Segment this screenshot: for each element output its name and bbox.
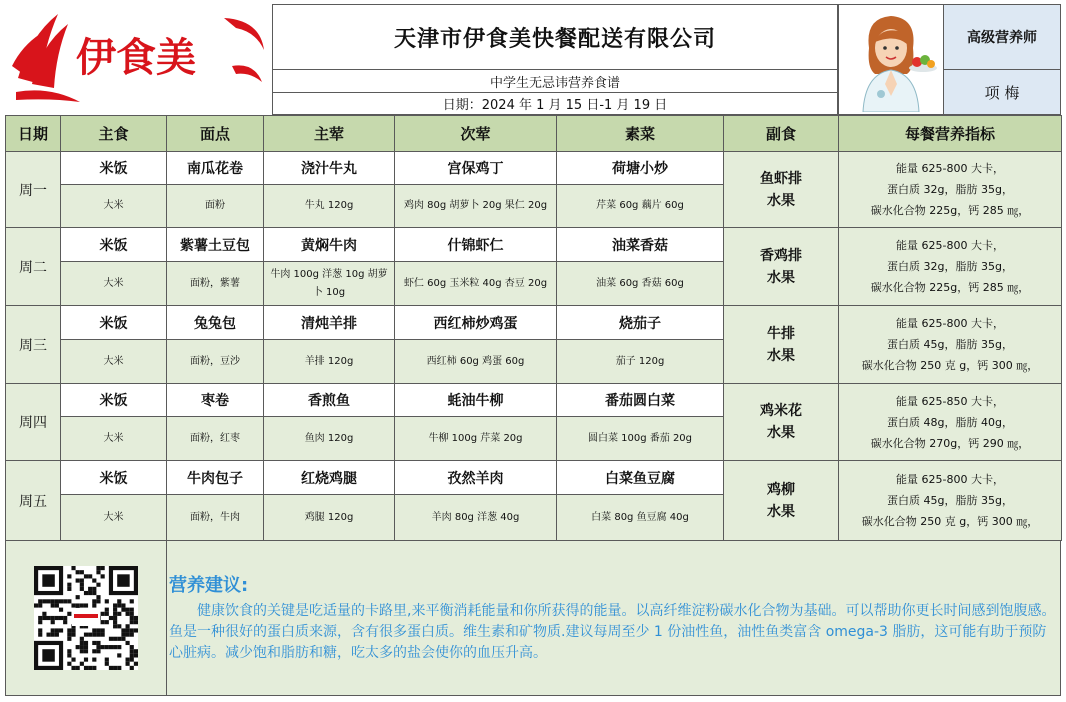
dish-ingredients: 面粉，紫薯 xyxy=(166,261,264,306)
company-title xyxy=(272,4,838,70)
column-header: 日期 xyxy=(5,115,61,152)
column-header: 面点 xyxy=(166,115,264,152)
day-label: 周五 xyxy=(5,460,61,541)
dish-name: 兔兔包 xyxy=(166,305,264,340)
nutrition-line: 蛋白质 45g，脂肪 35g， xyxy=(887,338,1013,351)
dish-name: 浇汁牛丸 xyxy=(263,151,395,185)
nutrition-line: 蛋白质 48g，脂肪 40g， xyxy=(887,415,1013,429)
dish-ingredients: 西红柿 60g 鸡蛋 60g xyxy=(394,339,557,384)
dish-ingredients: 羊排 120g xyxy=(263,339,395,384)
day-label: 周二 xyxy=(5,227,61,306)
side-dish-line: 水果 xyxy=(767,192,795,209)
day-label: 周四 xyxy=(5,383,61,461)
dish-ingredients: 大米 xyxy=(60,494,167,541)
advice-title: 营养建议: xyxy=(169,575,249,596)
logo-text: 伊食美 xyxy=(76,34,196,81)
dish-name: 荷塘小炒 xyxy=(556,151,724,185)
side-dish xyxy=(723,227,839,306)
dish-name: 西红柿炒鸡蛋 xyxy=(394,305,557,340)
side-dish-line: 牛排 xyxy=(767,325,795,342)
column-header: 素菜 xyxy=(556,115,724,152)
side-dish-line: 水果 xyxy=(767,347,795,364)
nutrition-info xyxy=(838,151,1062,228)
advice-text: 健康饮食的关键是吃适量的卡路里,来平衡消耗能量和你所获得的能量。以高纤维淀粉碳水化合物为基础。可以帮助你更长时间感到饱腹感。鱼是一种很好的蛋白质来源，含有很多蛋白质。维生素和矿物质.建议每周至少 1 份油性鱼，油性鱼类富含 omega-3 脂肪，这可能有助于预防心脏病。减少饱和脂肪和糖，吃太多的盐会使你的血压升高。 xyxy=(169,603,1056,661)
nutrition-info xyxy=(838,460,1062,541)
column-header: 每餐营养指标 xyxy=(838,115,1062,152)
dish-ingredients: 虾仁 60g 玉米粒 40g 杏豆 20g xyxy=(394,261,557,306)
dish-ingredients: 面粉，豆沙 xyxy=(166,339,264,384)
nutrition-info xyxy=(838,227,1062,306)
dish-ingredients: 面粉，红枣 xyxy=(166,416,264,461)
nutrition-info xyxy=(838,305,1062,384)
nutrition-line: 能量 625-850 大卡， xyxy=(896,394,1004,408)
side-dish-line: 鸡柳 xyxy=(767,481,795,498)
dish-name: 米饭 xyxy=(60,305,167,340)
dish-name: 白菜鱼豆腐 xyxy=(556,460,724,495)
dish-ingredients: 牛丸 120g xyxy=(263,184,395,228)
side-dish-line: 水果 xyxy=(767,425,795,441)
menu-date: 日期：2024 年 1 月 15 日-1 月 19 日 xyxy=(272,92,838,115)
dish-ingredients: 芹菜 60g 藕片 60g xyxy=(556,184,724,228)
side-dish-line: 鸡米花 xyxy=(760,403,802,419)
dish-ingredients: 牛柳 100g 芹菜 20g xyxy=(394,416,557,461)
dish-ingredients: 大米 xyxy=(60,261,167,306)
menu-subtitle: 中学生无忌讳营养食谱 xyxy=(272,69,838,93)
side-dish-line: 水果 xyxy=(767,503,795,520)
nutrition-line: 蛋白质 32g，脂肪 35g， xyxy=(887,183,1013,196)
dish-name: 米饭 xyxy=(60,383,167,417)
day-label: 周三 xyxy=(5,305,61,384)
column-header: 主食 xyxy=(60,115,167,152)
dish-name: 枣卷 xyxy=(166,383,264,417)
dish-name: 蚝油牛柳 xyxy=(394,383,557,417)
nutrition-line: 碳水化合物 250 克 g，钙 300 ㎎， xyxy=(861,515,1039,528)
qr-code-icon xyxy=(29,566,143,670)
nutrition-line: 碳水化合物 225g，钙 285 ㎎， xyxy=(870,204,1030,217)
dish-name: 清炖羊排 xyxy=(263,305,395,340)
dish-ingredients: 白菜 80g 鱼豆腐 40g xyxy=(556,494,724,541)
dish-name: 南瓜花卷 xyxy=(166,151,264,185)
dish-ingredients: 鱼肉 120g xyxy=(263,416,395,461)
side-dish xyxy=(723,305,839,384)
dish-name: 红烧鸡腿 xyxy=(263,460,395,495)
dish-name: 油菜香菇 xyxy=(556,227,724,262)
dish-ingredients: 鸡腿 120g xyxy=(263,494,395,541)
dish-name: 烧茄子 xyxy=(556,305,724,340)
dish-name: 宫保鸡丁 xyxy=(394,151,557,185)
dish-name: 孜然羊肉 xyxy=(394,460,557,495)
dish-name: 米饭 xyxy=(60,151,167,185)
dish-ingredients: 鸡肉 80g 胡萝卜 20g 果仁 20g xyxy=(394,184,557,228)
nutrition-line: 能量 625-800 大卡， xyxy=(896,239,1004,252)
company-name: 天津市伊食美快餐配送有限公司 xyxy=(393,26,716,52)
nutritionist-name: 项 梅 xyxy=(943,69,1061,115)
nutrition-line: 碳水化合物 225g，钙 285 ㎎， xyxy=(870,281,1030,294)
nutrition-info xyxy=(838,383,1062,461)
dish-ingredients: 羊肉 80g 洋葱 40g xyxy=(394,494,557,541)
dish-name: 紫薯土豆包 xyxy=(166,227,264,262)
nutrition-line: 蛋白质 32g，脂肪 35g， xyxy=(887,260,1013,273)
dish-ingredients: 茄子 120g xyxy=(556,339,724,384)
nutritionist-role: 高级营养师 xyxy=(943,4,1061,70)
nutrition-line: 能量 625-800 大卡， xyxy=(896,473,1004,486)
column-header: 主荤 xyxy=(263,115,395,152)
nutrition-line: 能量 625-800 大卡， xyxy=(896,162,1004,175)
nutrition-line: 碳水化合物 270g，钙 290 ㎎， xyxy=(870,436,1030,450)
nutritionist-avatar-icon xyxy=(841,8,941,112)
column-header: 副食 xyxy=(723,115,839,152)
nutrition-line: 能量 625-800 大卡， xyxy=(896,317,1004,330)
dish-ingredients: 大米 xyxy=(60,184,167,228)
dish-ingredients: 油菜 60g 香菇 60g xyxy=(556,261,724,306)
dish-name: 黄焖牛肉 xyxy=(263,227,395,262)
side-dish-line: 香鸡排 xyxy=(760,247,802,264)
side-dish xyxy=(723,460,839,541)
side-dish-line: 水果 xyxy=(767,269,795,286)
dish-name: 米饭 xyxy=(60,227,167,262)
side-dish xyxy=(723,151,839,228)
side-dish xyxy=(723,383,839,461)
dish-name: 米饭 xyxy=(60,460,167,495)
dish-name: 什锦虾仁 xyxy=(394,227,557,262)
day-label: 周一 xyxy=(5,151,61,228)
dish-ingredients: 圆白菜 100g 番茄 20g xyxy=(556,416,724,461)
nutritionist-avatar xyxy=(838,4,944,115)
advice-box xyxy=(166,540,1061,696)
dish-name: 番茄圆白菜 xyxy=(556,383,724,417)
dish-ingredients: 面粉，牛肉 xyxy=(166,494,264,541)
nutrition-line: 碳水化合物 250 克 g，钙 300 ㎎， xyxy=(861,359,1039,372)
dish-name: 香煎鱼 xyxy=(263,383,395,417)
dish-name: 牛肉包子 xyxy=(166,460,264,495)
dish-ingredients: 大米 xyxy=(60,339,167,384)
dish-ingredients: 牛肉 100g 洋葱 10g 胡萝卜 10g xyxy=(263,261,395,306)
nutrition-line: 蛋白质 45g，脂肪 35g， xyxy=(887,494,1013,507)
dish-ingredients: 大米 xyxy=(60,416,167,461)
company-logo xyxy=(10,6,272,106)
column-header: 次荤 xyxy=(394,115,557,152)
side-dish-line: 鱼虾排 xyxy=(760,170,802,187)
dish-ingredients: 面粉 xyxy=(166,184,264,228)
qr-cell xyxy=(5,540,167,696)
